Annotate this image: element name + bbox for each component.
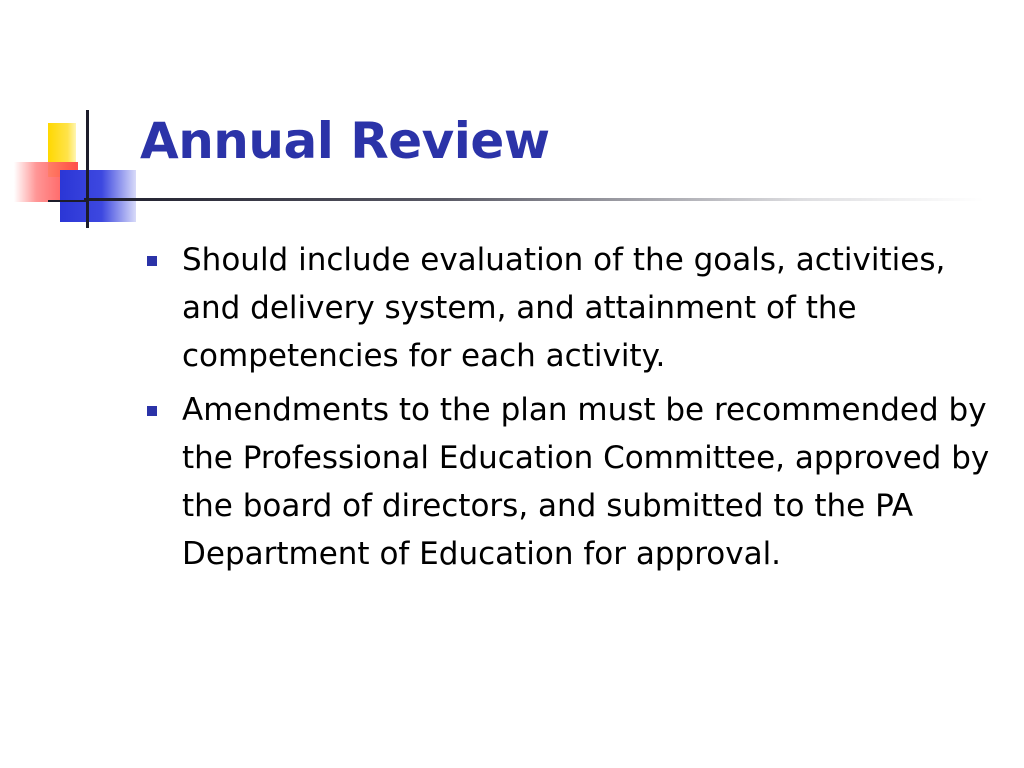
slide-title: Annual Review — [140, 112, 550, 170]
blue-square-shape — [60, 170, 136, 222]
horizontal-logo-line — [48, 200, 88, 202]
bullet-text: Should include evaluation of the goals, activities, and delivery system, and attainment of the competencies for each activity. — [182, 242, 946, 374]
bullet-item — [146, 236, 1006, 380]
square-bullet-icon — [147, 406, 157, 416]
bullet-text: Amendments to the plan must be recommended by the Professional Education Committee, approved by the board of directors, and submitted to the PA Department of Education for approval. — [182, 392, 990, 572]
corner-squares-logo-icon — [0, 0, 160, 240]
square-bullet-icon — [147, 256, 157, 266]
vertical-divider-line — [86, 110, 89, 228]
bullet-list — [146, 236, 1006, 584]
bullet-item — [146, 386, 1006, 578]
title-underline — [84, 198, 984, 201]
